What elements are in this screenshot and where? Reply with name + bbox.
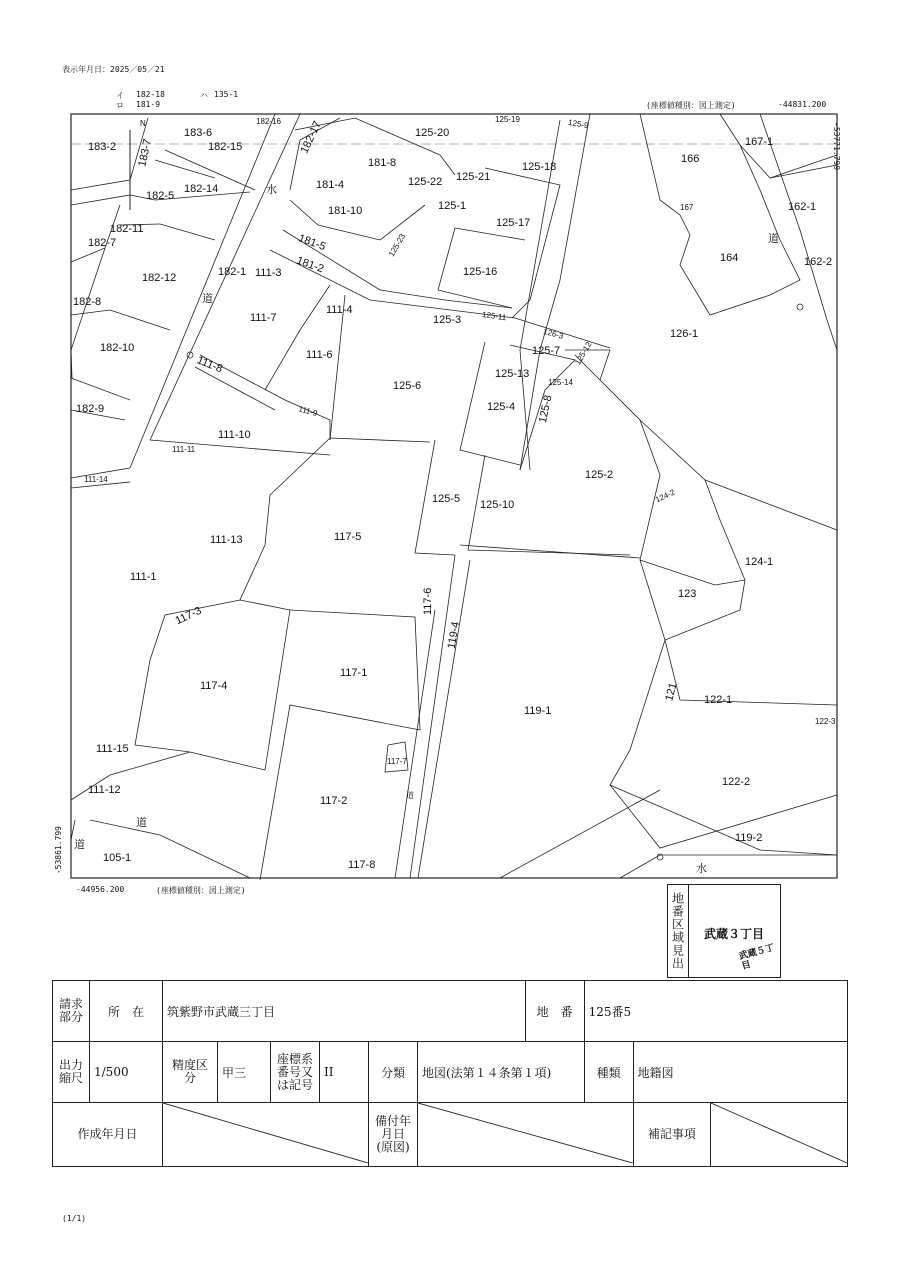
lot-label: 地 番	[525, 981, 584, 1042]
area-index-main: 武蔵３丁目	[704, 927, 765, 941]
parcel-164: 164	[720, 252, 739, 264]
parcel-126-1: 126-1	[670, 328, 699, 340]
parcel-125-23: 125-23	[387, 232, 408, 259]
parcel-181-5: 181-5	[296, 232, 328, 254]
adjacent-label-ro: ロ	[116, 101, 124, 110]
parcel-125-8: 125-8	[536, 394, 555, 425]
coord-top-right: -44831.200	[778, 100, 827, 109]
parcel-117-5: 117-5	[334, 531, 362, 543]
parcel-182-16: 182-16	[256, 117, 281, 126]
road-label-left-lower: 道	[74, 838, 85, 851]
coord-system-label: 座標系番号又は記号	[271, 1042, 320, 1103]
parcel-125-12: 125-12	[573, 340, 594, 367]
north-arrow-icon: N	[140, 119, 146, 128]
parcel-167-1: 167-1	[745, 136, 774, 148]
parcel-125-16: 125-16	[463, 266, 498, 278]
parcel-122-2: 122-2	[722, 776, 751, 788]
page-number: (1/1)	[62, 1214, 87, 1223]
parcel-111-9: 111-9	[297, 404, 319, 419]
parcel-121: 121	[663, 681, 680, 703]
precision-label: 精度区分	[163, 1042, 218, 1103]
adjacent-value-ha: 135-1	[214, 90, 239, 99]
class-label: 分類	[369, 1042, 418, 1103]
parcel-122-3: 122-3	[815, 717, 836, 726]
parcel-125-10: 125-10	[480, 499, 515, 511]
coord-left-bottom: -53861.799	[54, 826, 63, 875]
created-date-label: 作成年月日	[53, 1103, 163, 1167]
road-label-center: 道	[406, 791, 414, 800]
parcel-125-17: 125-17	[496, 217, 531, 229]
parcel-162-2: 162-2	[804, 256, 833, 268]
parcel-183-2: 183-2	[88, 141, 117, 153]
area-index-box	[667, 884, 781, 978]
precision-value: 甲三	[218, 1042, 271, 1103]
water-label-lower: 水	[696, 862, 707, 875]
parcel-125-22: 125-22	[408, 176, 443, 188]
remarks-label: 備付年月日(原図)	[369, 1103, 418, 1167]
parcel-111-7: 111-7	[250, 312, 277, 324]
parcel-111-14: 111-14	[84, 475, 108, 484]
area-index-sub: 武蔵５丁目	[738, 943, 776, 972]
parcel-111-12: 111-12	[88, 784, 121, 796]
parcel-182-11: 182-11	[110, 223, 144, 235]
parcel-183-7: 183-7	[136, 137, 154, 168]
location-label: 所 在	[90, 981, 163, 1042]
remarks-value	[418, 1103, 634, 1167]
parcel-111-13: 111-13	[210, 534, 243, 546]
parcel-182-8: 182-8	[73, 296, 102, 308]
parcel-125-3: 125-3	[433, 314, 462, 326]
class-value: 地図(法第１４条第１項)	[418, 1042, 585, 1103]
parcel-105-1: 105-1	[103, 852, 132, 864]
parcel-181-4: 181-4	[316, 179, 345, 191]
parcel-126-3: 126-3	[542, 326, 565, 341]
parcel-125-2: 125-2	[585, 469, 614, 481]
adjacent-label-ha: ハ	[200, 91, 208, 100]
adjacent-value-i: 182-18	[136, 90, 165, 99]
parcel-117-2: 117-2	[320, 795, 348, 807]
parcel-123: 123	[678, 588, 697, 600]
parcel-166: 166	[681, 153, 700, 165]
parcel-117-7: 117-7	[387, 757, 407, 766]
notes-label: 補記事項	[633, 1103, 710, 1167]
parcel-125-13: 125-13	[495, 368, 530, 380]
adjacent-value-ro: 181-9	[136, 100, 161, 109]
parcel-111-4: 111-4	[326, 304, 353, 316]
parcel-119-1: 119-1	[524, 705, 552, 717]
parcel-182-14: 182-14	[184, 183, 219, 195]
location-value: 筑紫野市武蔵三丁目	[163, 981, 526, 1042]
parcel-122-1: 122-1	[704, 694, 733, 706]
coord-system-value: II	[320, 1042, 369, 1103]
parcel-125-7: 125-7	[532, 345, 561, 357]
parcel-119-4: 119-4	[445, 620, 463, 650]
parcel-117-1: 117-1	[340, 667, 368, 679]
parcel-124-1: 124-1	[745, 556, 774, 568]
scale-value: 1/500	[90, 1042, 163, 1103]
parcel-182-9: 182-9	[76, 403, 105, 415]
parcel-182-10: 182-10	[100, 342, 135, 354]
parcel-182-1: 182-1	[218, 266, 247, 278]
request-label: 請求部分	[53, 981, 90, 1042]
parcel-119-2: 119-2	[735, 832, 763, 844]
parcel-111-11: 111-11	[172, 445, 196, 454]
parcel-125-21: 125-21	[456, 171, 491, 183]
parcel-182-5: 182-5	[146, 190, 175, 202]
parcel-181-2: 181-2	[294, 254, 326, 276]
parcel-125-20: 125-20	[415, 127, 450, 139]
parcel-111-6: 111-6	[306, 349, 333, 361]
parcel-125-19: 125-19	[495, 115, 520, 124]
type-value: 地籍図	[633, 1042, 847, 1103]
road-label-right: 道	[768, 232, 779, 245]
adjacent-label-i: イ	[116, 91, 124, 100]
parcel-117-8: 117-8	[348, 859, 376, 871]
parcel-111-8: 111-8	[195, 354, 225, 376]
area-index-title: 地番区域見出	[668, 885, 689, 977]
parcel-124-2: 124-2	[653, 487, 677, 505]
parcel-183-6: 183-6	[184, 127, 213, 139]
scale-label: 出力縮尺	[53, 1042, 90, 1103]
parcel-125-11: 125-11	[481, 309, 507, 323]
coord-right-top: -53771.799	[832, 122, 841, 171]
info-table	[52, 980, 848, 1167]
parcel-167: 167	[680, 203, 694, 212]
parcel-111-15: 111-15	[96, 743, 129, 755]
parcel-111-1: 111-1	[130, 571, 157, 583]
parcel-125-4: 125-4	[487, 401, 516, 413]
parcel-125-6: 125-6	[393, 380, 422, 392]
display-date: 表示年月日：2025／05／21	[62, 65, 165, 74]
coord-bottom-left: -44956.200	[76, 885, 125, 894]
lot-value: 125番5	[584, 981, 847, 1042]
parcel-117-4: 117-4	[200, 680, 228, 692]
parcel-182-7: 182-7	[88, 237, 117, 249]
parcel-182-17: 182-17	[298, 119, 324, 156]
parcel-182-12: 182-12	[142, 272, 177, 284]
parcel-181-10: 181-10	[328, 205, 363, 217]
notes-value	[710, 1103, 847, 1167]
coord-type-bottom: (座標値種別：図上測定)	[156, 886, 246, 895]
parcel-125-9: 125-9	[567, 117, 590, 131]
parcel-125-1: 125-1	[438, 200, 467, 212]
road-label-left-upper: 道	[202, 292, 213, 305]
type-label: 種類	[584, 1042, 633, 1103]
parcel-125-5: 125-5	[432, 493, 461, 505]
parcel-182-15: 182-15	[208, 141, 243, 153]
parcel-111-10: 111-10	[218, 429, 251, 441]
created-date-value	[163, 1103, 369, 1167]
parcel-125-14: 125-14	[548, 378, 573, 387]
parcel-125-18: 125-18	[522, 161, 557, 173]
road-label-bottom: 道	[136, 816, 147, 829]
parcel-181-8: 181-8	[368, 157, 397, 169]
coord-type-top: (座標値種別：図上測定)	[646, 101, 736, 110]
water-label-upper: 水	[266, 183, 277, 196]
parcel-117-6: 117-6	[422, 587, 434, 615]
parcel-117-3: 117-3	[173, 604, 204, 628]
parcel-162-1: 162-1	[788, 201, 817, 213]
parcel-111-3: 111-3	[255, 267, 282, 279]
